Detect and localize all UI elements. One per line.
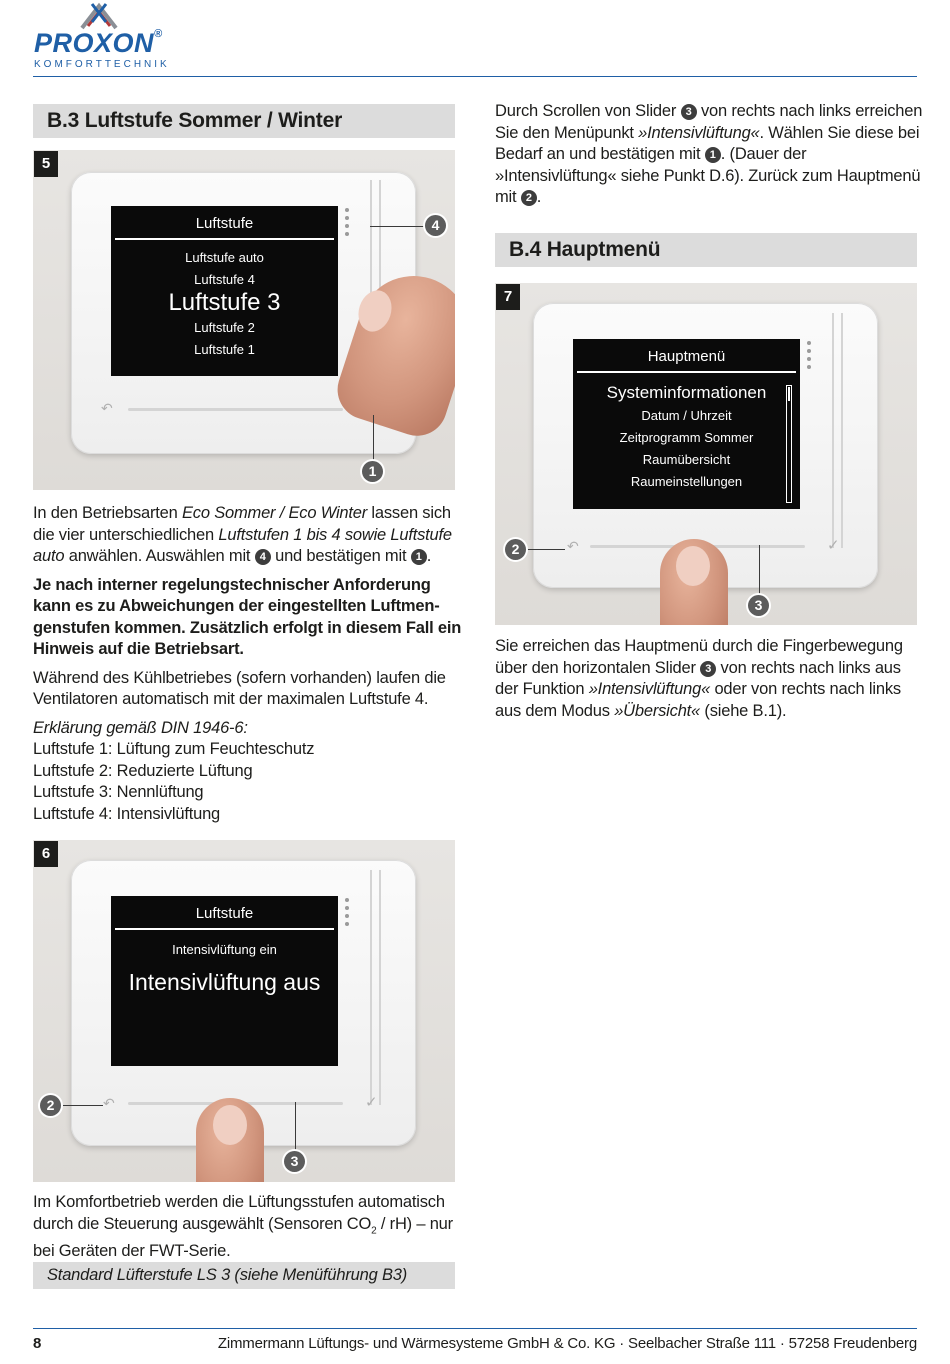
vertical-slider-track: [379, 870, 381, 1105]
paragraph-intensive-ventilation: Durch Scrollen von Slider 3 von rechts nach links erreichen Sie den Menüpunkt »Intensivlüftung«. Wählen Sie diese bei Bedarf an und bestätigen mit 1 . (Dauer der »Intensivlüftung« siehe Punkt D.6). Zurück zum Hauptmenü mit 2 .: [495, 102, 923, 206]
callout-3: 3: [748, 595, 769, 616]
menu-item[interactable]: Zeitprogramm Sommer: [619, 430, 754, 445]
inline-callout-1: 1: [411, 549, 427, 565]
standard-level-note: Standard Lüfterstufe LS 3 (siehe Menüführung B3): [33, 1262, 455, 1289]
figure-number-5: 5: [34, 151, 58, 177]
figure-number-7: 7: [496, 284, 520, 310]
menu-item[interactable]: Intensivlüftung ein: [172, 942, 277, 957]
menu-item-selected[interactable]: Intensivlüftung aus: [128, 969, 321, 995]
figure-6-photo: [33, 840, 455, 1182]
footer-divider: [33, 1328, 917, 1329]
section-heading-b4: B.4 Hauptmenü: [495, 233, 917, 267]
logo-roof-icon: [78, 0, 120, 30]
menu-item[interactable]: Luftstufe 1: [194, 342, 255, 357]
callout-leader: [295, 1102, 296, 1150]
paragraph-air-levels: In den Betriebsarten Eco Sommer / Eco Winter lassen sich die vier unterschiedlichen Luftstufen 1 bis 4 sowie Luftstufe auto anwählen. Auswählen mit 4 und bestätigen mit 1 .: [33, 504, 452, 565]
figure-5-photo: [33, 150, 455, 490]
paragraph-comfort: Im Komfortbetrieb werden die Lüftungsstufen automatisch durch die Steuerung ausgewählt (Sensoren $CO_2 / rH$) – nur bei Geräten der FWT-Serie.: [33, 1193, 453, 1261]
brand-registered-mark: ®: [154, 28, 163, 40]
menu-item[interactable]: Luftstufe auto: [185, 250, 264, 265]
scroll-indicator-dots: [345, 898, 349, 930]
figure-7-photo: [495, 283, 917, 625]
din-line: Luftstufe 1: Lüftung zum Feuchteschutz: [33, 740, 315, 758]
menu-item-selected[interactable]: Luftstufe 3: [168, 289, 281, 316]
menu-scrollbar[interactable]: [786, 385, 792, 503]
callout-3: 3: [284, 1151, 305, 1172]
section-b3-text: [33, 503, 463, 825]
scroll-indicator-dots: [807, 341, 811, 373]
section-heading-b3: B.3 Luftstufe Sommer / Winter: [33, 104, 455, 138]
din-line: Luftstufe 2: Reduzierte Lüftung: [33, 761, 253, 780]
screen-title-rule: [577, 371, 796, 373]
callout-1: 1: [362, 461, 383, 482]
vertical-slider[interactable]: [832, 313, 834, 548]
inline-callout-3: 3: [681, 104, 697, 120]
confirm-check-icon[interactable]: ✓: [827, 537, 840, 554]
device-screen: [111, 896, 338, 1066]
scroll-indicator-dots: [345, 208, 349, 240]
device-screen: [573, 339, 800, 509]
din-heading: Erklärung gemäß DIN 1946-6:: [33, 718, 248, 737]
din-line: Luftstufe 4: Intensivlüftung: [33, 804, 221, 823]
figure-number-6: 6: [34, 841, 58, 867]
inline-callout-4: 4: [255, 549, 271, 565]
screen-title: Luftstufe: [195, 215, 254, 232]
menu-scrollbar-thumb[interactable]: [788, 387, 790, 401]
menu-item[interactable]: Raumübersicht: [642, 452, 731, 467]
vertical-slider-track: [841, 313, 843, 548]
back-icon[interactable]: ↶: [567, 538, 579, 554]
screen-title: Luftstufe: [195, 905, 254, 922]
screen-title-rule: [115, 238, 334, 240]
callout-leader: [370, 226, 425, 227]
vertical-slider[interactable]: [370, 870, 372, 1105]
fingernail: [213, 1105, 247, 1145]
back-icon[interactable]: ↶: [103, 1095, 115, 1111]
callout-4: 4: [425, 215, 446, 236]
brand-logo: [34, 28, 163, 59]
din-line: Luftstufe 3: Nennlüftung: [33, 783, 204, 801]
device-screen: [111, 206, 338, 376]
brand-name: PROXON: [34, 28, 155, 58]
back-icon[interactable]: ↶: [101, 400, 113, 416]
inline-callout-2: 2: [521, 190, 537, 206]
callout-leader: [373, 415, 374, 460]
screen-title-rule: [115, 928, 334, 930]
inline-callout-3: 3: [700, 661, 716, 677]
callout-2: 2: [505, 539, 526, 560]
paragraph-cooling: Während des Kühlbetriebes (sofern vorhanden) laufen die Ventilatoren automatisch mit der maximalen Luftstufe 4.: [33, 668, 446, 708]
fingernail: [676, 546, 710, 586]
paragraph-warning: Je nach interner regelungstechnischer Anforderung kann es zu Abweichungen der eingestellten Luftmen-genstufen kommen. Zusätzlich erfolgt in diesem Fall ein Hinweis auf die Betriebsart.: [33, 575, 462, 658]
page-number: 8: [33, 1335, 42, 1352]
menu-item[interactable]: Datum / Uhrzeit: [641, 408, 732, 423]
inline-callout-1: 1: [705, 147, 721, 163]
footer-company-address: Zimmermann Lüftungs- und Wärmesysteme GmbH & Co. KG · Seelbacher Straße 111 · 57258 Freudenberg: [217, 1335, 917, 1352]
horizontal-slider[interactable]: [128, 408, 343, 411]
menu-item-selected[interactable]: Systeminformationen: [606, 383, 767, 402]
callout-2: 2: [40, 1095, 61, 1116]
menu-item[interactable]: Raumeinstellungen: [630, 474, 743, 489]
header-divider: [33, 76, 917, 77]
brand-subtitle: KOMFORTTECHNIK: [34, 59, 170, 70]
confirm-check-icon[interactable]: ✓: [365, 1094, 378, 1111]
callout-leader: [759, 545, 760, 595]
paragraph-main-menu: Sie erreichen das Hauptmenü durch die Fingerbewegung über den horizontalen Slider 3 von rechts nach links aus der Funktion »Intensivlüftung« oder von rechts nach links aus dem Modus »Übersicht« (siehe B.1).: [495, 637, 903, 720]
menu-item[interactable]: Luftstufe 2: [194, 320, 255, 335]
screen-title: Hauptmenü: [647, 348, 726, 365]
menu-item[interactable]: Luftstufe 4: [194, 272, 255, 287]
